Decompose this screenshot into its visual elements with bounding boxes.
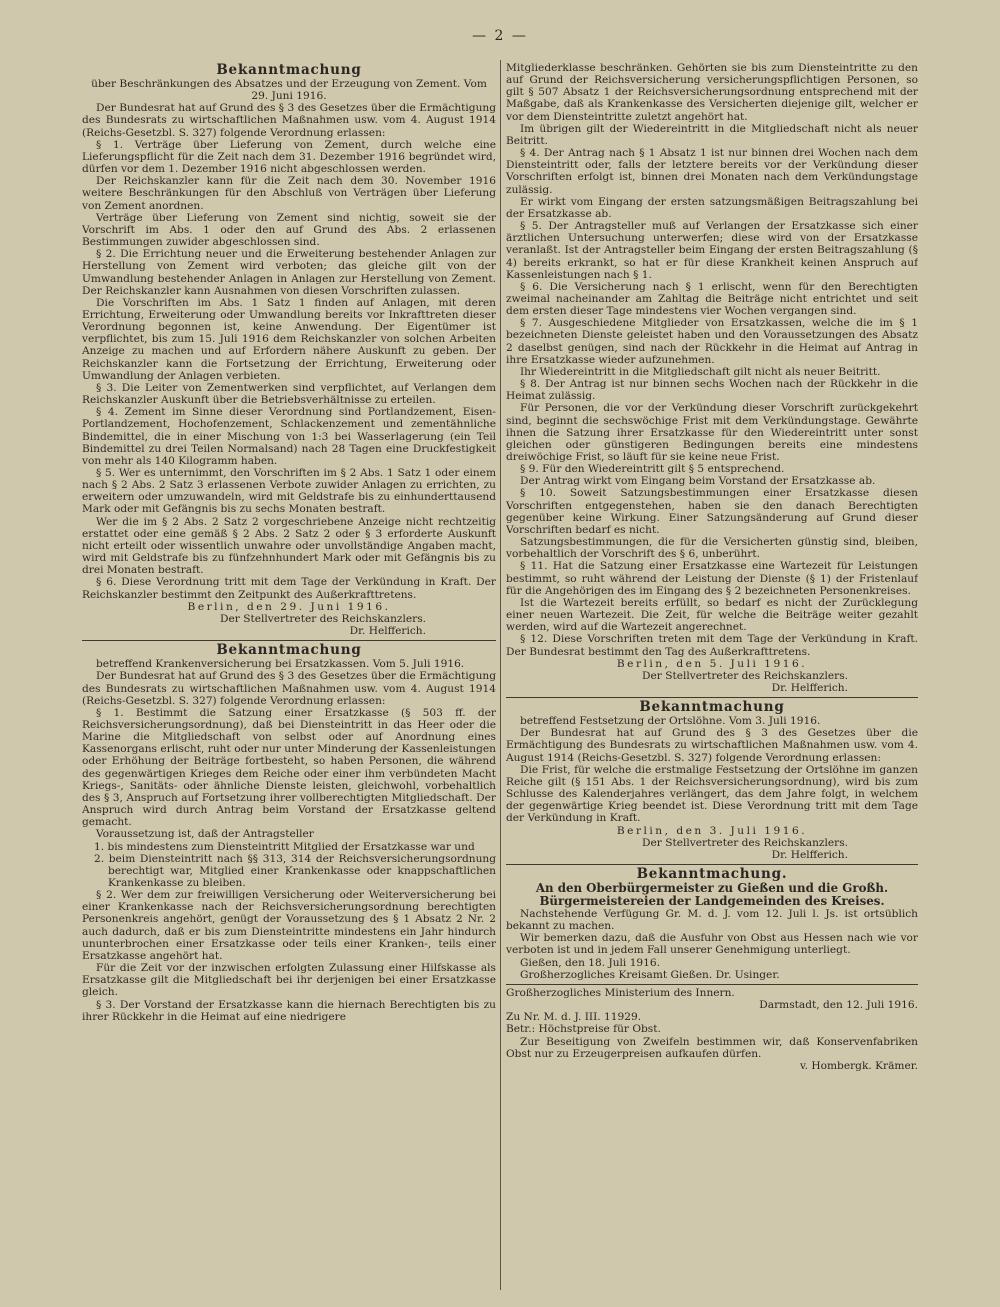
paragraph: betreffend Krankenversicherung bei Ersatzkassen. Vom 5. Juli 1916.	[96, 658, 465, 671]
place-date: Berlin, den 5. Juli 1916.	[616, 657, 808, 670]
paragraph: Nachstehende Verfügung Gr. M. d. J. vom 12. Juli l. Js. ist ortsüblich bekannt zu machen.	[506, 908, 918, 933]
column-divider	[500, 60, 501, 1290]
notice-heading: Bekanntmachung	[216, 62, 362, 78]
paragraph: Ist die Wartezeit bereits erfüllt, so bedarf es nicht der Zurücklegung einer neuen Wartezeit. Die Zeit, für welche die Beiträge weiter gezahlt werden, wird auf die Wartezeit angerechnet.	[506, 596, 918, 634]
paragraph: § 1. Verträge über Lieferung von Zement, durch welche eine Lieferungspflicht für die Zeit nach dem 31. Dezember 1916 begründet wird, dürfen vor dem 1. Dezember 1916 nicht abgeschlossen werden.	[82, 138, 496, 176]
paragraph: § 5. Der Antragsteller muß auf Verlangen der Ersatzkasse sich einer ärztlichen Untersuchung unterwerfen; diese wird von der Ersatzkasse veranlaßt. Ist der Antragsteller beim Eingang der ersten Beitragszahlung (§ 4) bereits erkrankt, so hat er für diese Krankheit keinen Anspruch auf Kassenleistungen nach § 1.	[506, 220, 918, 281]
signature-line: Dr. Helfferich.	[771, 681, 848, 694]
paragraph: § 1. Bestimmt die Satzung einer Ersatzkasse (§ 503 ff. der Reichsversicherungsordnung), daß bei Diensteintritt in das Heer oder die Marine die Mitgliedschaft von selbst oder auf Anordnung eines Kassenorgans erlischt, ruht oder nur unter Minderung der Kassenleistungen oder Erhöhung der Beiträge fortbesteht, so haben Personen, die während des gegenwärtigen Krieges dem Reiche oder einer ihm verbündeten Macht Kriegs-, Sanitäts- oder ähnliche Dienste leisten, gleichwohl, vorbehaltlich des § 3, Anspruch auf Fortsetzung ihrer vollberechtigten Mitgliedschaft. Der Anspruch wird durch Antrag beim Vorstand der Ersatzkasse geltend gemacht.	[82, 706, 496, 829]
notice-heading: Bekanntmachung.	[636, 866, 788, 882]
paragraph: Zu Nr. M. d. J. III. 11929.	[506, 1011, 642, 1024]
paragraph: betreffend Festsetzung der Ortslöhne. Vom 3. Juli 1916.	[520, 715, 821, 728]
paragraph: § 3. Der Vorstand der Ersatzkasse kann die hiernach Berechtigten bis zu ihrer Rückkehr in die Heimat auf eine niedrigere	[82, 998, 496, 1023]
place-date: Berlin, den 29. Juni 1916.	[187, 600, 391, 613]
notice-heading: Bekanntmachung	[639, 699, 785, 716]
paragraph: Voraussetzung ist, daß der Antragsteller	[96, 828, 314, 841]
paragraph: Satzungsbestimmungen, die für die Versicherten günstig sind, bleiben, vorbehaltlich der Vorschrift des § 6, unberührt.	[506, 536, 918, 561]
left-column	[82, 62, 496, 1292]
paragraph: § 10. Soweit Satzungsbestimmungen einer Ersatzkasse diesen Vorschriften entgegenstehen, haben sie den danach Berechtigten gegenüber keine Wirkung. Einer Satzungsänderung auf Grund dieser Vorschriften bedarf es nicht.	[506, 487, 918, 536]
signature-line: Dr. Helfferich.	[349, 625, 426, 638]
paragraph: Großherzogliches Kreisamt Gießen. Dr. Usinger.	[520, 968, 780, 981]
list-item: 2. beim Diensteintritt nach §§ 313, 314 der Reichsversicherungsordnung berechtigt war, Mitglied einer Krankenkasse oder knappschaftlichen Krankenkasse zu bleiben.	[94, 852, 496, 889]
paragraph: über Beschränkungen des Absatzes und der Erzeugung von Zement. Vom 29. Juni 1916.	[91, 78, 487, 103]
paragraph: Wer die im § 2 Abs. 2 Satz 2 vorgeschriebene Anzeige nicht rechtzeitig erstattet oder eine gemäß § 2 Abs. 2 Satz 2 oder § 3 erforderte Auskunft nicht erteilt oder wissentlich unwahre oder unvollständige Angaben macht, wird mit Geldstrafe bis zu fünfzehnhundert Mark oder mit Gefängnis bis zu drei Monaten bestraft.	[82, 515, 496, 577]
notice-subheading: An den Oberbürgermeister zu Gießen und die Großh. Bürgermeistereien der Landgemeinden des Kreises.	[535, 881, 889, 908]
paragraph: Zur Beseitigung von Zweifeln bestimmen wir, daß Konservenfabriken Obst nur zu Erzeugerpreisen aufkaufen dürfen.	[506, 1035, 918, 1060]
paragraph: § 5. Wer es unternimmt, den Vorschriften im § 2 Abs. 1 Satz 1 oder einem nach § 2 Abs. 2 Satz 3 erlassenen Verbote zuwider Anlagen zu errichten, zu erweitern oder umzuwandeln, wird mit Geldstrafe bis zu einhunderttausend Mark oder mit Gefängnis bis zu sechs Monaten bestraft.	[82, 467, 496, 516]
paragraph: § 12. Diese Vorschriften treten mit dem Tage der Verkündung in Kraft. Der Bundesrat bestimmt den Tag des Außerkrafttretens.	[506, 633, 918, 658]
paragraph: Ihr Wiedereintritt in die Mitgliedschaft gilt nicht als neuer Beitritt.	[520, 365, 881, 378]
paragraph: Er wirkt vom Eingang der ersten satzungsmäßigen Beitragszahlung bei der Ersatzkasse ab.	[506, 195, 918, 220]
paragraph: Die Vorschriften im Abs. 1 Satz 1 finden auf Anlagen, mit deren Errichtung, Erweiterung oder Umwandlung bereits vor Inkrafttreten dieser Verordnung begonnen ist, keine Anwendung. Der Eigentümer ist verpflichtet, bis zum 15. Juli 1916 dem Reichskanzler von solchen Arbeiten Anzeige zu machen und auf Erfordern nähere Auskunft zu geben. Der Reichskanzler kann die Fortsetzung der Errichtung, Erweiterung oder Umwandlung der Anlagen verbieten.	[82, 296, 496, 382]
signature-line: Der Stellvertreter des Reichskanzlers.	[642, 836, 848, 849]
section-rule	[82, 640, 496, 641]
paragraph: Wir bemerken dazu, daß die Ausfuhr von Obst aus Hessen nach wie vor verboten ist und in jedem Fall unserer Genehmigung unterliegt.	[506, 932, 918, 957]
section-rule	[506, 984, 918, 985]
section-rule	[506, 864, 918, 865]
paragraph: Die Frist, für welche die erstmalige Festsetzung der Ortslöhne im ganzen Reiche gilt (§ 151 Abs. 1 der Reichsversicherungsordnung), wird bis zum Schlusse des Kalenderjahres verlängert, das dem Jahre folgt, in welchem der gegenwärtige Krieg beendet ist. Diese Verordnung tritt mit dem Tage der Verkündung in Kraft.	[506, 763, 918, 825]
paragraph: § 2. Wer dem zur freiwilligen Versicherung oder Weiterversicherung bei einer Krankenkasse nach der Reichsversicherungsordnung berechtigten Personenkreis angehört, genügt der Voraussetzung des § 1 Absatz 2 Nr. 2 auch dadurch, daß er bis zum Diensteintritte mindestens ein Jahr hindurch ununterbrochen einer Ersatzkasse oder teils einer Kranken-, teils einer Ersatzkasse angehört hat.	[82, 889, 496, 962]
paragraph: Mitgliederklasse beschränken. Gehörten sie bis zum Diensteintritte zu den auf Grund der Reichsversicherung versicherungspflichtigen Personen, so gilt § 507 Absatz 1 der Reichsversicherungsordnung entsprechend mit der Maßgabe, daß als Krankenkasse des Versicherten diejenige gilt, welcher er vor dem Diensteintritte zuletzt angehört hat.	[506, 62, 918, 123]
paragraph: § 11. Hat die Satzung einer Ersatzkasse eine Wartezeit für Leistungen bestimmt, so ruht während der Leistung der Dienste (§ 1) der Fristenlauf für die Angehörigen des im Eingang des § 2 bezeichneten Personenkreises.	[506, 560, 918, 597]
place-date: Berlin, den 3. Juli 1916.	[616, 824, 808, 837]
signature-line: Der Stellvertreter des Reichskanzlers.	[220, 612, 426, 625]
right-aligned-line: Darmstadt, den 12. Juli 1916.	[759, 999, 918, 1012]
paragraph: Verträge über Lieferung von Zement sind nichtig, soweit sie der Vorschrift im Abs. 1 oder den auf Grund des Abs. 2 erlassenen Bestimmungen zuwider abgeschlossen sind.	[82, 211, 496, 249]
paragraph: Der Reichskanzler kann für die Zeit nach dem 30. November 1916 weitere Beschränkungen für den Abschluß von Verträgen über Lieferung von Zement anordnen.	[82, 175, 496, 212]
list-item: 1. bis mindestens zum Diensteintritt Mitglied der Ersatzkasse war und	[94, 840, 475, 853]
paragraph: § 4. Zement im Sinne dieser Verordnung sind Portlandzement, Eisen-Portlandzement, Hochofenzement, Schlackenzement und zementähnliche Bindemittel, die in einer Mischung von 1:3 bei Wasserlagerung (ein Teil Bindemittel zu drei Teilen Normalsand) nach 28 Tagen eine Druckfestigkeit von mehr als 140 Kilogramm haben.	[82, 406, 496, 467]
signature-line: Dr. Helfferich.	[771, 848, 848, 861]
paragraph: Der Bundesrat hat auf Grund des § 3 des Gesetzes über die Ermächtigung des Bundesrats zu wirtschaftlichen Maßnahmen usw. vom 4. August 1914 (Reichs-Gesetzbl. S. 327) folgende Verordnung erlassen:	[506, 727, 918, 764]
paragraph: Großherzogliches Ministerium des Innern.	[506, 986, 735, 999]
paragraph: § 7. Ausgeschiedene Mitglieder von Ersatzkassen, welche die im § 1 bezeichneten Dienste geleistet haben und den Voraussetzungen des Absatz 2 daselbst genügen, sind nach der Rückkehr in die Heimat auf Antrag in ihre Ersatzkasse wieder aufzunehmen.	[506, 317, 918, 366]
paragraph: Der Antrag wirkt vom Eingang beim Vorstand der Ersatzkasse ab.	[520, 475, 876, 488]
right-aligned-line: v. Hombergk. Krämer.	[799, 1059, 918, 1072]
paragraph: § 2. Die Errichtung neuer und die Erweiterung bestehender Anlagen zur Herstellung von Zement wird verboten; das gleiche gilt von der Umwandlung bestehender Anlagen in Anlagen zur Herstellung von Zement. Der Reichskanzler kann Ausnahmen von diesen Vorschriften zulassen.	[82, 248, 496, 297]
signature-line: Der Stellvertreter des Reichskanzlers.	[642, 669, 848, 682]
paragraph: § 3. Die Leiter von Zementwerken sind verpflichtet, auf Verlangen dem Reichskanzler Auskunft über die Betriebsverhältnisse zu erteilen.	[82, 381, 496, 407]
paragraph: § 4. Der Antrag nach § 1 Absatz 1 ist nur binnen drei Wochen nach dem Diensteintritt oder, falls der letztere bereits vor der Verkündung dieser Vorschriften erfolgt ist, binnen drei Monaten nach dem Verkündungstage zulässig.	[506, 147, 918, 196]
paragraph: Im übrigen gilt der Wiedereintritt in die Mitgliedschaft nicht als neuer Beitritt.	[506, 122, 918, 147]
paragraph: Für Personen, die vor der Verkündung dieser Vorschrift zurückgekehrt sind, beginnt die sechswöchige Frist mit dem Verkündungstage. Gewährte ihnen die Satzung ihrer Ersatzkasse für den Wiedereintritt unter sonst gleichen oder günstigeren Bedingungen bereits eine mindestens dreiwöchige Frist, so läuft für sie keine neue Frist.	[506, 402, 918, 463]
paragraph: § 6. Diese Verordnung tritt mit dem Tage der Verkündung in Kraft. Der Reichskanzler bestimmt den Zeitpunkt des Außerkrafttretens.	[82, 576, 496, 601]
paragraph: Betr.: Höchstpreise für Obst.	[506, 1023, 661, 1036]
paragraph: § 9. Für den Wiedereintritt gilt § 5 entsprechend.	[520, 463, 785, 476]
notice-heading: Bekanntmachung	[216, 642, 362, 659]
paragraph: Für die Zeit vor der inzwischen erfolgten Zulassung einer Hilfskasse als Ersatzkasse gilt die Mitgliedschaft bei ihr derjenigen bei einer Ersatzkasse gleich.	[82, 962, 496, 999]
paragraph: Der Bundesrat hat auf Grund des § 3 des Gesetzes über die Ermächtigung des Bundesrats zu wirtschaftlichen Maßnahmen usw. vom 4. August 1914 (Reichs-Gesetzbl. S. 327) folgende Verordnung erlassen:	[82, 102, 496, 139]
paragraph: § 8. Der Antrag ist nur binnen sechs Wochen nach der Rückkehr in die Heimat zulässig.	[506, 378, 918, 403]
section-rule	[506, 697, 918, 698]
page-number: — 2 —	[472, 28, 528, 44]
paragraph: Gießen, den 18. Juli 1916.	[520, 956, 661, 969]
right-column	[506, 62, 918, 1292]
paragraph: § 6. Die Versicherung nach § 1 erlischt, wenn für den Berechtigten zweimal nacheinander am Zahltag die Beiträge nicht entrichtet und seit dem ersten dieser Tage mindestens vier Wochen vergangen sind.	[506, 280, 918, 318]
paragraph: Der Bundesrat hat auf Grund des § 3 des Gesetzes über die Ermächtigung des Bundesrats zu wirtschaftlichen Maßnahmen usw. vom 4. August 1914 (Reichs-Gesetzbl. S. 327) folgende Verordnung erlassen:	[82, 670, 496, 707]
